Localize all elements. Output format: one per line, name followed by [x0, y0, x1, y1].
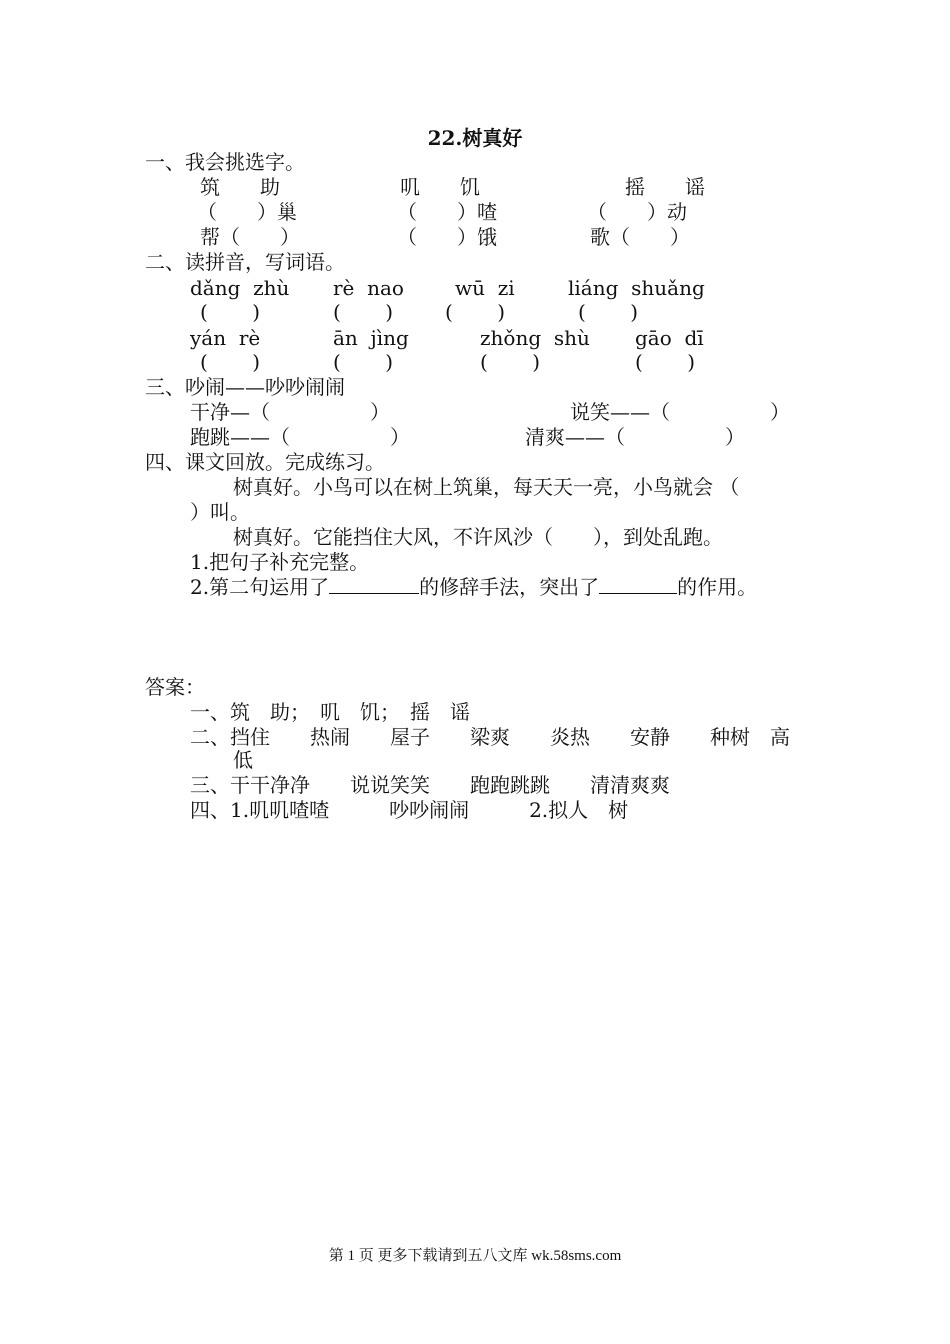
- pinyin: wū zi: [455, 276, 515, 300]
- page-footer: 第 1 页 更多下载请到五八文库 wk.58sms.com: [328, 1248, 622, 1264]
- q1-blank: 歌（ ）: [590, 225, 690, 249]
- answers-label: 答案：: [145, 675, 205, 699]
- task-2-part: 的作用。: [677, 575, 758, 599]
- q1-blank: （ ）饿: [397, 225, 497, 249]
- task-2: [190, 575, 757, 599]
- worksheet-title: 22.树真好: [427, 126, 523, 150]
- answer-line: 二、挡住 热闹 屋子 梁爽 炎热 安静 种树 高: [190, 725, 790, 749]
- answer-line: 低: [233, 748, 253, 772]
- answer-blank: ( ): [200, 300, 261, 324]
- answer-line: 三、干干净净 说说笑笑 跑跑跳跳 清清爽爽: [190, 773, 670, 797]
- passage-line: 树真好。小鸟可以在树上筑巢，每天天一亮，小鸟就会 （: [233, 475, 740, 499]
- pinyin: rè nao: [333, 276, 404, 300]
- answer-blank: ( ): [578, 300, 639, 324]
- q1-blank: （ ）动: [587, 200, 687, 224]
- q1-pair: 筑 助: [200, 175, 280, 199]
- task-2-part: 的修辞手法，突出了: [419, 575, 600, 599]
- q1-pair: 叽 饥: [400, 175, 480, 199]
- passage-line: ）叫。: [190, 500, 250, 524]
- answer-line: 一、筑 助； 叽 饥； 摇 谣: [190, 700, 470, 724]
- q2-heading: 二、读拼音，写词语。: [145, 250, 345, 274]
- pinyin: liáng shuǎng: [568, 276, 705, 300]
- pinyin: dǎng zhù: [190, 276, 290, 300]
- fill-blank: [329, 575, 419, 594]
- task-1: 1.把句子补充完整。: [190, 550, 370, 574]
- pinyin: yán rè: [190, 326, 261, 350]
- answer-blank: ( ): [200, 350, 261, 374]
- pinyin: zhǒng shù: [480, 326, 590, 350]
- answer-blank: ( ): [480, 350, 541, 374]
- q1-heading: 一、我会挑选字。: [145, 150, 305, 174]
- q3-item: 说笑——（ ）: [570, 400, 790, 424]
- q4-heading: 四、课文回放。完成练习。: [145, 450, 385, 474]
- answer-blank: ( ): [333, 300, 394, 324]
- answer-line: 四、1.叽叽喳喳 吵吵闹闹 2.拟人 树: [190, 798, 629, 822]
- q3-item: 干净—（ ）: [190, 400, 390, 424]
- q3-item: 跑跳——（ ）: [190, 425, 410, 449]
- answer-blank: ( ): [445, 300, 506, 324]
- pinyin: ān jìng: [333, 326, 409, 350]
- q1-blank: （ ）喳: [397, 200, 497, 224]
- answer-blank: ( ): [635, 350, 696, 374]
- q1-blank: （ ）巢: [197, 200, 297, 224]
- fill-blank: [599, 575, 677, 594]
- q1-pair: 摇 谣: [625, 175, 705, 199]
- passage-line: 树真好。它能挡住大风，不许风沙（ ），到处乱跑。: [233, 525, 723, 549]
- pinyin: gāo dī: [635, 326, 704, 350]
- q3-heading: 三、吵闹——吵吵闹闹: [145, 375, 345, 399]
- answer-blank: ( ): [333, 350, 394, 374]
- q3-item: 清爽——（ ）: [525, 425, 745, 449]
- task-2-part: 2.第二句运用了: [190, 575, 330, 599]
- q1-blank: 帮（ ）: [200, 225, 300, 249]
